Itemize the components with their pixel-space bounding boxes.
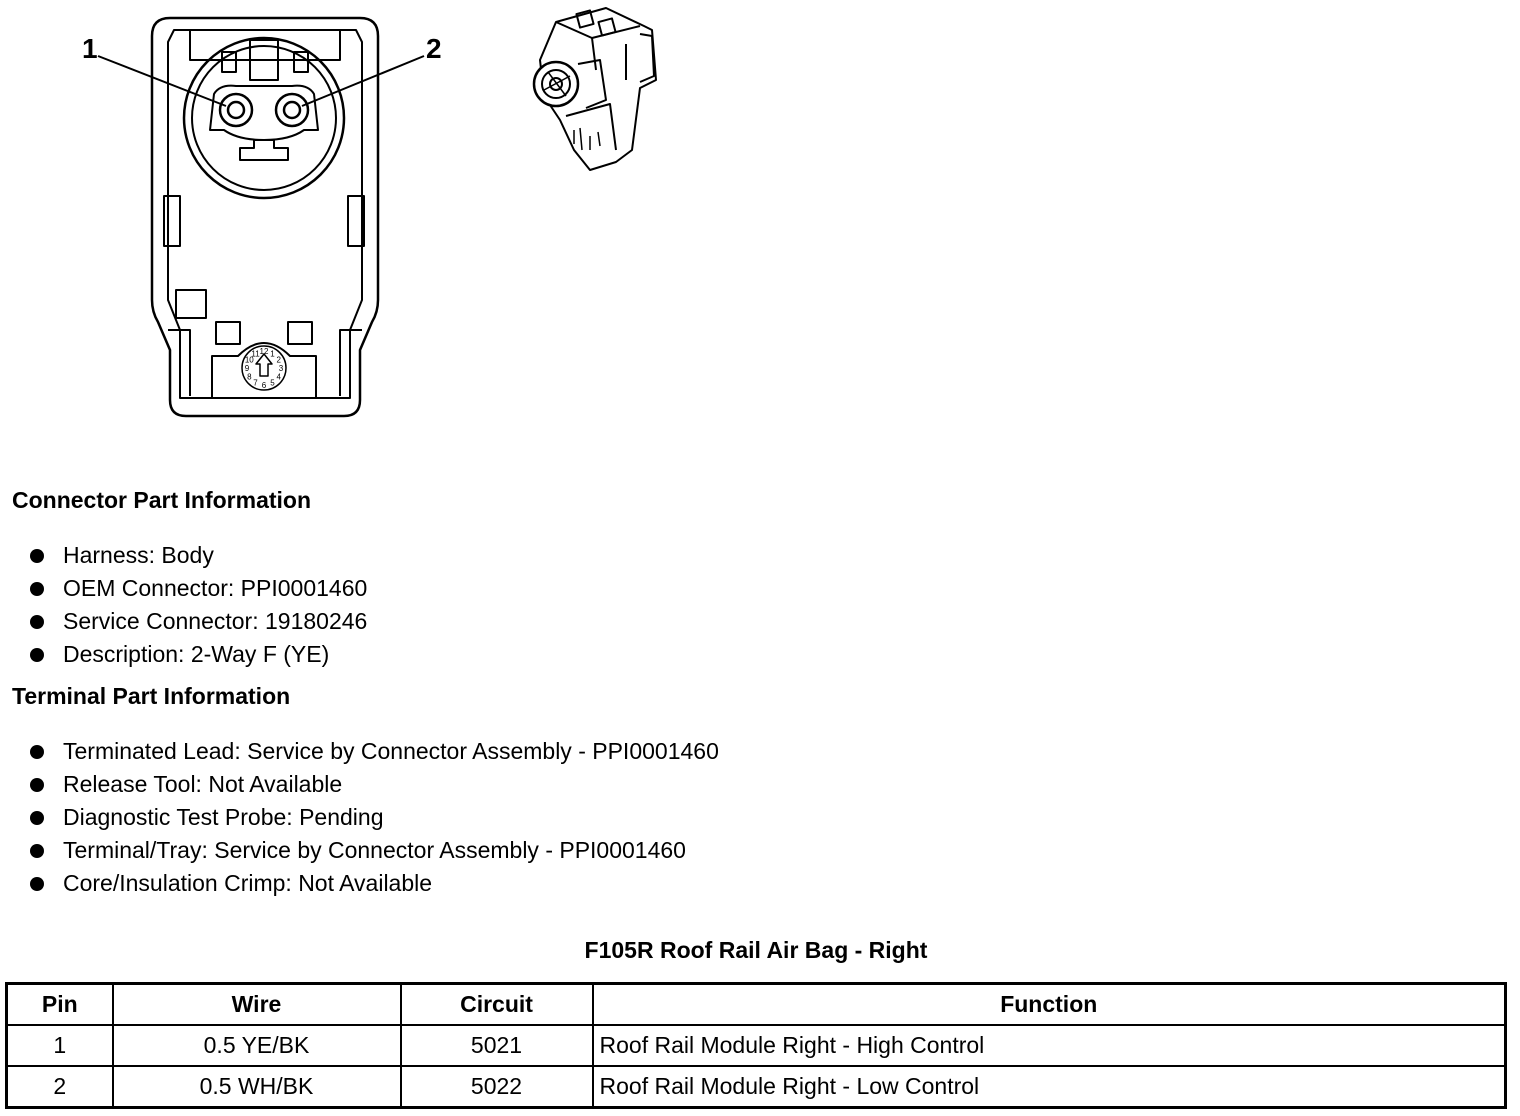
list-item: Harness: Body xyxy=(28,539,367,572)
callout-pin-1: 1 xyxy=(82,33,98,64)
wire-cell: 0.5 YE/BK xyxy=(113,1025,401,1066)
dial-number: 2 xyxy=(276,355,281,365)
bullet-icon xyxy=(30,582,44,596)
wire-cell: 0.5 WH/BK xyxy=(113,1066,401,1108)
dial-number: 4 xyxy=(276,372,281,382)
function-cell: Roof Rail Module Right - High Control xyxy=(593,1025,1506,1066)
function-cell: Roof Rail Module Right - Low Control xyxy=(593,1066,1506,1108)
bullet-icon xyxy=(30,615,44,629)
pinout-table xyxy=(5,982,1507,1109)
connector-part-info-list xyxy=(28,539,367,671)
list-item: Diagnostic Test Probe: Pending xyxy=(28,801,719,834)
bullet-icon xyxy=(30,844,44,858)
list-item: Release Tool: Not Available xyxy=(28,768,719,801)
list-item: OEM Connector: PPI0001460 xyxy=(28,572,367,605)
dial-number: 9 xyxy=(244,364,250,373)
column-header-circuit: Circuit xyxy=(401,984,593,1026)
dial-number: 8 xyxy=(247,372,252,382)
dial-number: 3 xyxy=(278,364,284,373)
list-item: Description: 2-Way F (YE) xyxy=(28,638,367,671)
bullet-icon xyxy=(30,811,44,825)
bullet-icon xyxy=(30,778,44,792)
column-header-pin: Pin xyxy=(7,984,113,1026)
bullet-icon xyxy=(30,549,44,563)
list-item: Terminal/Tray: Service by Connector Assembly - PPI0001460 xyxy=(28,834,719,867)
bullet-icon xyxy=(30,745,44,759)
column-header-function: Function xyxy=(593,984,1506,1026)
table-title: F105R Roof Rail Air Bag - Right xyxy=(584,937,928,963)
terminal-part-info-heading: Terminal Part Information xyxy=(12,683,291,709)
list-item: Core/Insulation Crimp: Not Available xyxy=(28,867,719,900)
callout-pin-2: 2 xyxy=(426,33,442,64)
terminal-part-info-list xyxy=(28,735,719,900)
dial-number: 11 xyxy=(251,349,260,359)
dial-number: 1 xyxy=(270,349,275,359)
table-header-row xyxy=(7,984,1506,1026)
dial-number: 5 xyxy=(270,378,275,388)
dial-number: 6 xyxy=(261,381,267,390)
connector-part-info-heading: Connector Part Information xyxy=(12,487,312,513)
circuit-cell: 5022 xyxy=(401,1066,593,1108)
connector-illustration xyxy=(0,0,700,440)
connector-isometric-view xyxy=(534,8,656,170)
dial-number: 10 xyxy=(244,355,254,365)
dial-number: 7 xyxy=(253,378,258,388)
circuit-cell: 5021 xyxy=(401,1025,593,1066)
table-row xyxy=(7,1066,1506,1108)
list-item: Service Connector: 19180246 xyxy=(28,605,367,638)
pin-cell: 1 xyxy=(7,1025,113,1066)
bullet-icon xyxy=(30,648,44,662)
list-item: Terminated Lead: Service by Connector Assembly - PPI0001460 xyxy=(28,735,719,768)
column-header-wire: Wire xyxy=(113,984,401,1026)
dial-number: 12 xyxy=(259,347,269,356)
pin-cell: 2 xyxy=(7,1066,113,1108)
bullet-icon xyxy=(30,877,44,891)
table-row xyxy=(7,1025,1506,1066)
